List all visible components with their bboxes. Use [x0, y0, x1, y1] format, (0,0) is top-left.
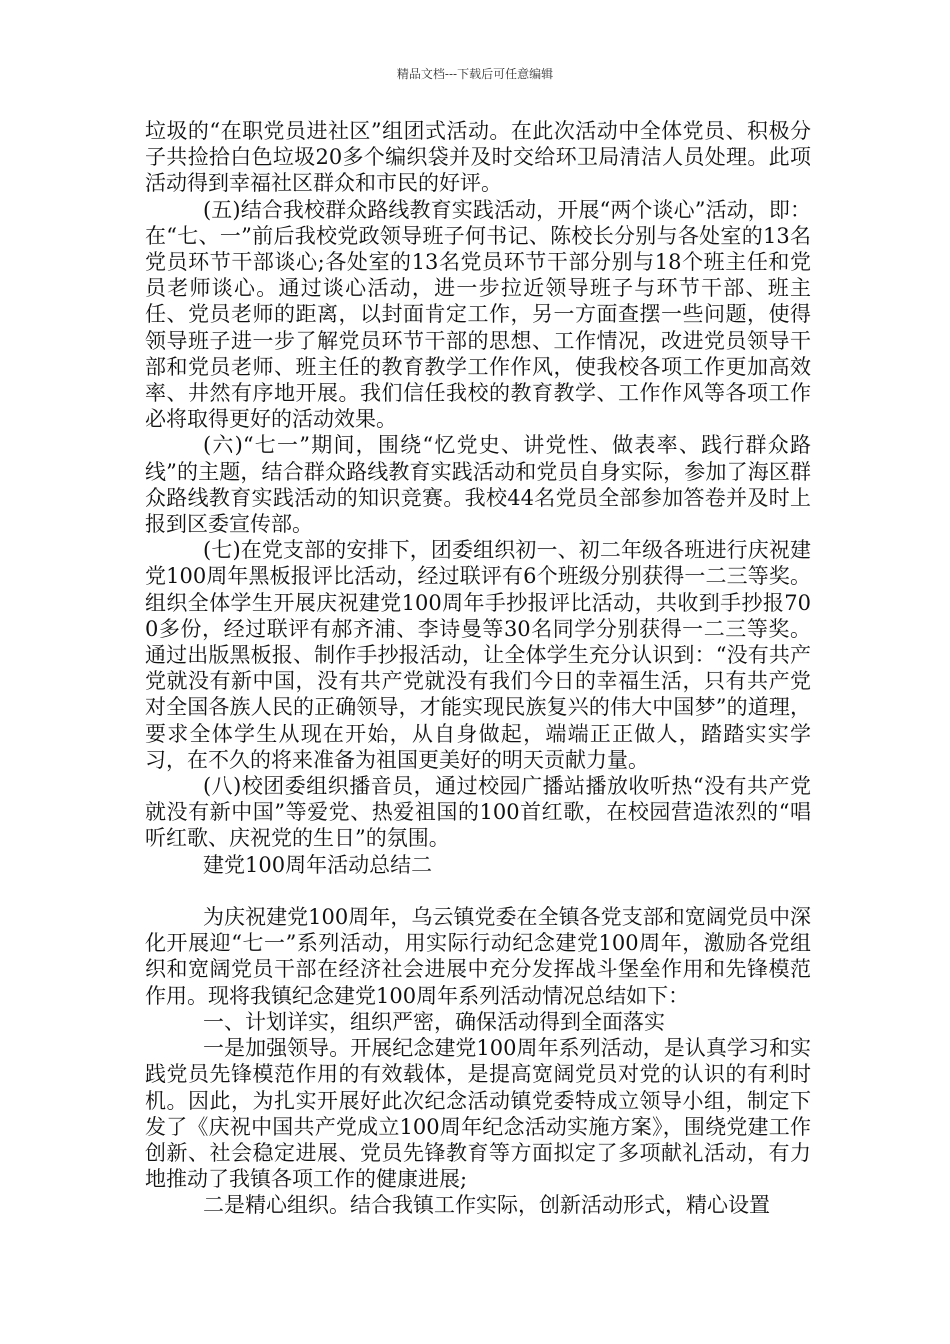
paragraph-point-2: 二是精心组织。结合我镇工作实际，创新活动形式，精心设置 [203, 1193, 770, 1218]
paragraph-item-7: (七)在党支部的安排下，团委组织初一、初二年级各班进行庆祝建党100周年黑板报评比活动，经过联评有6个班级分别获得一二三等奖。组织全体学生开展庆祝建党100周年手抄报评比活动，共收到手抄报700多份，经过联评有郝齐浦、李诗曼等30名同学分别获得一二三等奖。通过出版黑板报、制作手抄报活动，让全体学生充分认识到：“没有共产党就没有新中国，没有共产党就没有我们今日的幸福生活，只有共产党对全国各族人民的正确领导，才能实现民族复兴的伟大中国梦”的道理，要求全体学生从现在开始，从自身做起，端端正正做人，踏踏实实学习，在不久的将来准备为祖国更美好的明天贡献力量。 [145, 538, 811, 772]
subheading: 一、计划详实，组织严密，确保活动得到全面落实 [203, 1009, 665, 1034]
paragraph-continuation: 垃圾的“在职党员进社区”组团式活动。在此次活动中全体党员、积极分子共捡拾白色垃圾20多个编织袋并及时交给环卫局清洁人员处理。此项活动得到幸福社区群众和市民的好评。 [145, 119, 811, 196]
paragraph-intro: 为庆祝建党100周年，乌云镇党委在全镇各党支部和宽阔党员中深化开展迎“七一”系列活动，用实际行动纪念建党100周年，激励各党组织和宽阔党员干部在经济社会进展中充分发挥战斗堡垒作用和先锋模范作用。现将我镇纪念建党100周年系列活动情况总结如下： [145, 905, 811, 1008]
page-header: 精品文档---下载后可任意编辑 [396, 67, 554, 81]
document-body [145, 118, 811, 1219]
paragraph-point-1: 一是加强领导。开展纪念建党100周年系列活动，是认真学习和实践党员先锋模范作用的有效载体，是提高宽阔党员对党的认识的有利时机。因此，为扎实开展好此次纪念活动镇党委特成立领导小组，制定下发了《庆祝中国共产党成立100周年纪念活动实施方案》，围绕党建工作创新、社会稳定进展、党员先锋教育等方面拟定了多项献礼活动，有力地推动了我镇各项工作的健康进展; [145, 1036, 811, 1192]
paragraph-item-5: (五)结合我校群众路线教育实践活动，开展“两个谈心”活动，即：在“七、一”前后我校党政领导班子何书记、陈校长分别与各处室的13名党员环节干部谈心;各处室的13名党员环节干部分别与18个班主任和党员老师谈心。通过谈心活动，进一步拉近领导班子与环节干部、班主任、党员老师的距离，以封面肯定工作，另一方面查摆一些问题，使得领导班子进一步了解党员环节干部的思想、工作情况，改进党员领导干部和党员老师、班主任的教育教学工作作风，使我校各项工作更加高效率、井然有序地开展。我们信任我校的教育教学、工作作风等各项工作必将取得更好的活动效果。 [145, 197, 811, 432]
section-title: 建党100周年活动总结二 [203, 852, 433, 877]
paragraph-item-6: (六)“七一”期间，围绕“忆党史、讲党性、做表率、践行群众路线”的主题，结合群众路线教育实践活动和党员自身实际，参加了海区群众路线教育实践活动的知识竞赛。我校44名党员全部参加答卷并及时上报到区委宣传部。 [145, 433, 811, 537]
paragraph-item-8: (八)校团委组织播音员，通过校园广播站播放收听热“没有共产党就没有新中国”等爱党、热爱祖国的100首红歌，在校园营造浓烈的“唱听红歌、庆祝党的生日”的氛围。 [145, 774, 811, 851]
blank-line [145, 878, 811, 904]
